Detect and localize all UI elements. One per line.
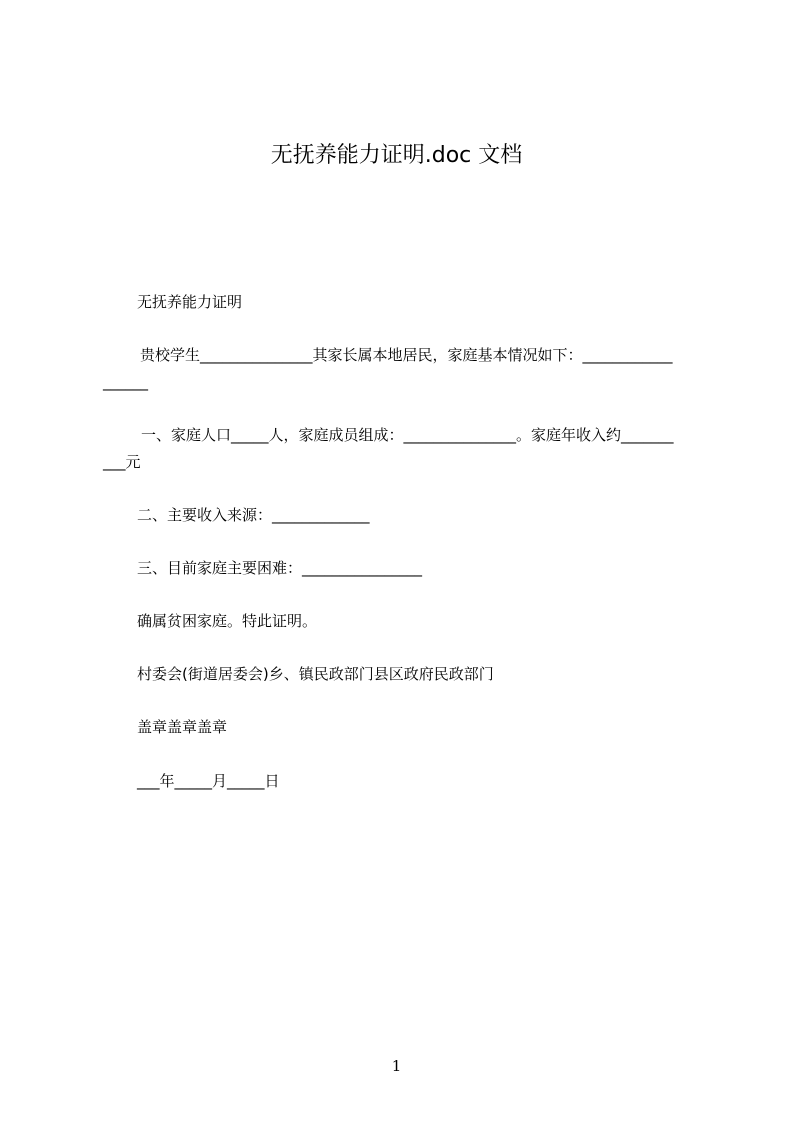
- seals-paragraph: 盖章盖章盖章: [137, 718, 228, 736]
- family-paragraph-line-2: ___元: [103, 453, 141, 471]
- income-source-paragraph: 二、主要收入来源：_____________: [137, 506, 370, 524]
- difficulty-paragraph: 三、目前家庭主要困难：________________: [137, 559, 423, 577]
- authorities-paragraph: 村委会(街道居委会)乡、镇民政部门县区政府民政部门: [137, 665, 494, 683]
- family-paragraph-line-1: 一、家庭人口_____人，家庭成员组成：_______________。家庭年收入约_______: [141, 426, 674, 444]
- student-paragraph-line-2: ______: [103, 373, 148, 391]
- date-paragraph: ___年_____月_____日: [137, 772, 280, 790]
- confirmation-paragraph: 确属贫困家庭。特此证明。: [137, 612, 318, 630]
- page-number: 1: [391, 1057, 402, 1075]
- student-paragraph-line-1: 贵校学生_______________其家长属本地居民，家庭基本情况如下：____________: [140, 346, 673, 364]
- document-title: 无抚养能力证明.doc 文档: [270, 143, 523, 168]
- certificate-heading: 无抚养能力证明: [137, 293, 243, 311]
